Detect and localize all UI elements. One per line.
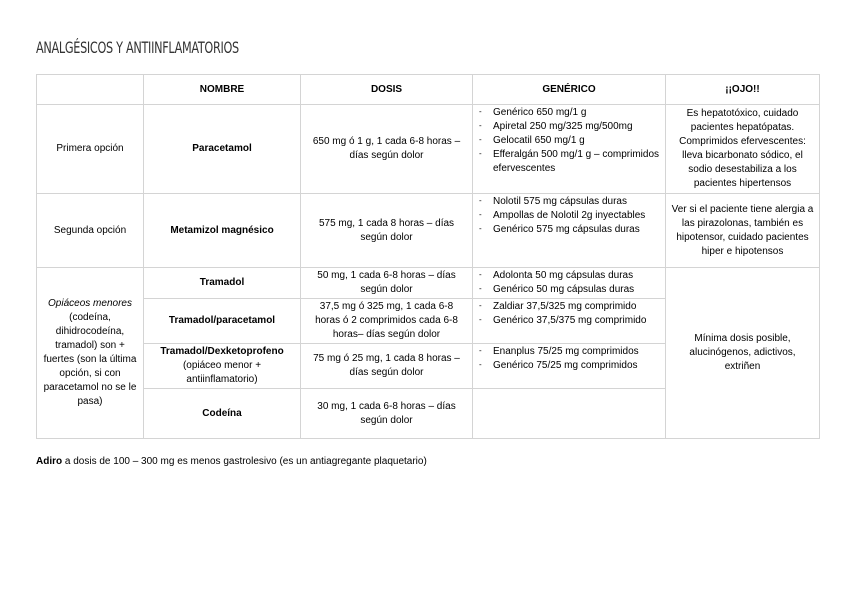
- table-row: [37, 194, 820, 268]
- footnote-drug: Adiro: [36, 456, 63, 467]
- header-dosis: DOSIS: [301, 75, 473, 105]
- drug-name: Tramadol/paracetamol: [144, 299, 301, 344]
- list-item: - Genérico 50 mg cápsulas duras: [477, 283, 661, 297]
- drug-name-cell: [144, 344, 301, 389]
- header-empty: [37, 75, 144, 105]
- footnote-text: a dosis de 100 – 300 mg es menos gastrolesivo (es un antiagregante plaquetario): [62, 456, 427, 467]
- generic-list: [473, 105, 666, 194]
- opioid-warning-text: Mínima dosis posible, alucinógenos, adictivos, extriñen: [666, 268, 820, 439]
- warning-text: Ver si el paciente tiene alergia a las pirazolonas, también es hipotensor, cuidado pacientes hiper e hipotensos: [666, 194, 820, 268]
- medication-table: [36, 74, 820, 439]
- list-item: - Genérico 575 mg cápsulas duras: [477, 223, 661, 237]
- header-generico: GENÉRICO: [473, 75, 666, 105]
- drug-name: Metamizol magnésico: [144, 194, 301, 268]
- list-item: - Gelocatil 650 mg/1 g: [477, 134, 661, 148]
- list-item: - Ampollas de Nolotil 2g inyectables: [477, 209, 661, 223]
- drug-name: Codeína: [144, 389, 301, 439]
- header-nombre: NOMBRE: [144, 75, 301, 105]
- list-item: - Zaldiar 37,5/325 mg comprimido: [477, 300, 661, 314]
- list-item: - Nolotil 575 mg cápsulas duras: [477, 195, 661, 209]
- list-item: - Adolonta 50 mg cápsulas duras: [477, 269, 661, 283]
- table-row: [37, 105, 820, 194]
- table-header-row: [37, 75, 820, 105]
- drug-dose: 50 mg, 1 cada 6-8 horas – días según dolor: [301, 268, 473, 299]
- drug-dose: 650 mg ó 1 g, 1 cada 6-8 horas – días según dolor: [301, 105, 473, 194]
- row-group: Primera opción: [37, 105, 144, 194]
- footnote: [36, 456, 427, 467]
- list-item: - Genérico 75/25 mg comprimidos: [477, 359, 661, 373]
- page-title: ANALGÉSICOS Y ANTIINFLAMATORIOS: [36, 38, 239, 57]
- table-row: [37, 268, 820, 299]
- drug-name: Paracetamol: [144, 105, 301, 194]
- list-item: - Enanplus 75/25 mg comprimidos: [477, 345, 661, 359]
- generic-list: [473, 299, 666, 344]
- list-item: - Apiretal 250 mg/325 mg/500mg: [477, 120, 661, 134]
- drug-name: Tramadol/Dexketoprofeno: [160, 346, 284, 357]
- generic-list: [473, 194, 666, 268]
- opioid-group-cell: [37, 268, 144, 439]
- drug-name: Tramadol: [144, 268, 301, 299]
- list-item: - Efferalgán 500 mg/1 g – comprimidos efervescentes: [477, 148, 661, 176]
- drug-dose: 30 mg, 1 cada 6-8 horas – días según dolor: [301, 389, 473, 439]
- list-item: - Genérico 37,5/375 mg comprimido: [477, 314, 661, 328]
- drug-name-sub: (opiáceo menor + antiinflamatorio): [182, 360, 262, 385]
- drug-dose: 575 mg, 1 cada 8 horas – días según dolor: [301, 194, 473, 268]
- generic-list: [473, 344, 666, 389]
- drug-dose: 37,5 mg ó 325 mg, 1 cada 6-8 horas ó 2 comprimidos cada 6-8 horas– días según dolor: [301, 299, 473, 344]
- opioid-group-desc: (codeína, dihidrocodeína, tramadol) son + fuertes (son la última opción, si con paracetamol no se le pasa): [43, 312, 137, 407]
- generic-list: [473, 268, 666, 299]
- list-item: - Genérico 650 mg/1 g: [477, 106, 661, 120]
- header-ojo: ¡¡OJO!!: [666, 75, 820, 105]
- opioid-group-title: Opiáceos menores: [48, 298, 132, 309]
- warning-text: Es hepatotóxico, cuidado pacientes hepatópatas. Comprimidos efervescentes: lleva bicarbonato sódico, el sodio desestabiliza a los pacientes hipertensos: [666, 105, 820, 194]
- drug-dose: 75 mg ó 25 mg, 1 cada 8 horas – días según dolor: [301, 344, 473, 389]
- generic-list-empty: [473, 389, 666, 439]
- row-group: Segunda opción: [37, 194, 144, 268]
